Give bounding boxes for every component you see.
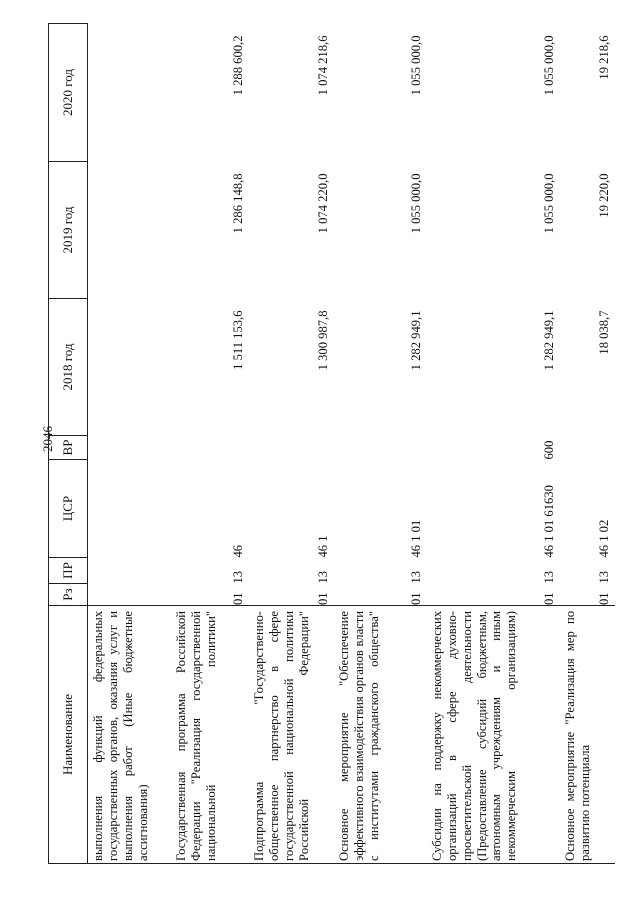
row-pr: 13 bbox=[597, 570, 612, 584]
header-name: Наименование bbox=[49, 606, 88, 864]
row-csr: 46 1 bbox=[316, 535, 331, 558]
row-vr bbox=[249, 436, 334, 460]
row-name: Основное мероприятие "Обеспечение эффективного взаимодействия органов власти с институтами гражданского общества" bbox=[334, 606, 427, 864]
row-pr: 13 bbox=[231, 570, 246, 584]
table-row bbox=[334, 24, 427, 864]
row-csr: 46 1 01 bbox=[409, 519, 424, 558]
row-csr: 46 bbox=[231, 544, 246, 558]
page-number: 2046 bbox=[40, 426, 55, 452]
row-2019: 1 074 220,0 bbox=[316, 173, 331, 234]
row-csr: 46 1 02 bbox=[597, 519, 612, 558]
row-rz: 01 bbox=[231, 592, 246, 605]
row-csr: 46 1 01 61630 bbox=[542, 485, 557, 558]
row-rz: 01 bbox=[597, 592, 612, 605]
row-2020: 19 218,6 bbox=[597, 35, 612, 80]
row-csr bbox=[88, 460, 172, 558]
row-2019: 1 286 148,8 bbox=[231, 173, 246, 234]
row-vr bbox=[560, 436, 615, 460]
row-name: Субсидии на поддержку некоммерческих организаций в сфере духовно-просветительской деятельности (Предоставление субсидий бюджетным, автономным учреждениям и иным некоммерческим организациям) bbox=[427, 606, 560, 864]
row-2019: 1 055 000,0 bbox=[409, 173, 424, 234]
row-2018: 1 300 987,8 bbox=[316, 310, 331, 371]
row-2020 bbox=[88, 24, 172, 162]
header-rz: Рз bbox=[49, 584, 88, 606]
row-name: выполнения функций федеральных государственных органов, оказания услуг и выполнения работ (Иные бюджетные ассигнования) bbox=[88, 606, 172, 864]
header-pr: ПР bbox=[49, 558, 88, 584]
header-vr: ВР bbox=[49, 436, 88, 460]
row-2020: 1 055 000,0 bbox=[542, 35, 557, 96]
row-2018 bbox=[88, 299, 172, 436]
row-2019 bbox=[88, 162, 172, 299]
row-2020: 1 055 000,0 bbox=[409, 35, 424, 96]
row-vr bbox=[334, 436, 427, 460]
row-name: Основное мероприятие "Реализация мер по развитию потенциала bbox=[560, 606, 615, 864]
row-vr: 600 bbox=[542, 440, 557, 460]
row-2019: 1 055 000,0 bbox=[542, 173, 557, 234]
row-2018: 1 511 153,6 bbox=[231, 310, 246, 370]
row-pr: 13 bbox=[409, 570, 424, 584]
row-pr: 13 bbox=[542, 570, 557, 584]
table-row bbox=[427, 24, 560, 864]
rotated-page bbox=[48, 24, 612, 864]
row-2020: 1 074 218,6 bbox=[316, 35, 331, 96]
row-2018: 18 038,7 bbox=[597, 310, 612, 355]
table-row bbox=[171, 24, 249, 864]
row-2018: 1 282 949,1 bbox=[542, 310, 557, 371]
table-row bbox=[88, 24, 172, 864]
row-pr: 13 bbox=[316, 570, 331, 584]
row-rz: 01 bbox=[409, 592, 424, 605]
row-2018: 1 282 949,1 bbox=[409, 310, 424, 371]
row-name: Подпрограмма "Государственно-общественное партнерство в сфере государственной национальной политики Российской Федерации" bbox=[249, 606, 334, 864]
row-vr bbox=[171, 436, 249, 460]
row-rz bbox=[88, 584, 172, 606]
table-row bbox=[560, 24, 615, 864]
row-name: Государственная программа Российской Федерации "Реализация государственной национальной политики" bbox=[171, 606, 249, 864]
header-row bbox=[49, 24, 88, 864]
header-csr: ЦСР bbox=[49, 460, 88, 558]
row-rz: 01 bbox=[542, 592, 557, 605]
row-2020: 1 288 600,2 bbox=[231, 35, 246, 96]
header-2020: 2020 год bbox=[49, 24, 88, 162]
row-pr bbox=[88, 558, 172, 584]
header-2019: 2019 год bbox=[49, 162, 88, 299]
row-vr bbox=[88, 436, 172, 460]
header-2018: 2018 год bbox=[49, 299, 88, 436]
table-row bbox=[249, 24, 334, 864]
row-rz: 01 bbox=[316, 592, 331, 605]
budget-table bbox=[48, 23, 615, 864]
row-2019: 19 220,0 bbox=[597, 173, 612, 218]
